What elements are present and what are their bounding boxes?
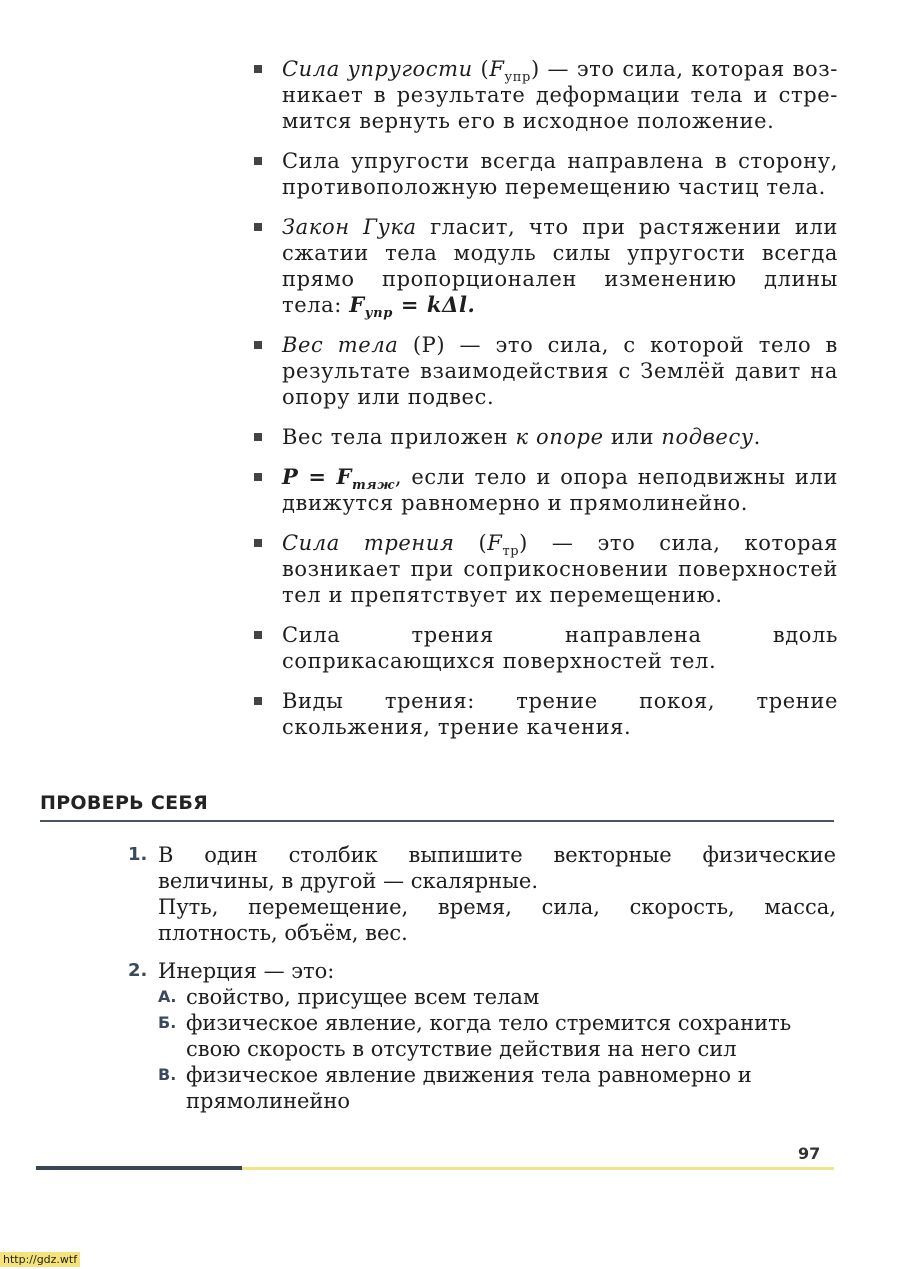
bullet-square-icon (254, 341, 262, 349)
footer-rule-dark (36, 1166, 242, 1170)
bullet-text: Вес тела приложен (282, 425, 509, 449)
bullet-friction-types (248, 688, 838, 740)
page-number: 97 (798, 1144, 821, 1163)
term: Сила упругости (282, 57, 473, 81)
answer-option (158, 1010, 836, 1062)
bullet-text: никает в результате деформации тела и стре- (282, 83, 838, 107)
summary-list (248, 56, 838, 754)
term: Закон Гука (282, 215, 417, 239)
question-text: В один столбик выпишите векторные физические величины, в другой — скалярные. (158, 843, 836, 893)
bullet-square-icon (254, 697, 262, 705)
emphasis: подвесу (661, 425, 754, 449)
questions-list (128, 842, 836, 1126)
option-letter: А. (158, 987, 177, 1006)
emphasis: к опоре (515, 425, 604, 449)
bullet-friction-direction (248, 622, 838, 674)
option-text: физическое явление движения тела равномерно и прямолинейно (186, 1063, 752, 1113)
bullet-square-icon (254, 65, 262, 73)
bullet-text: мится вернуть его в исходное положение. (282, 109, 775, 133)
term: Вес тела (282, 333, 399, 357)
bullet-weight-applied: Вес тела приложен к опоре или подвесу. (248, 424, 838, 450)
bullet-text: — это сила, с которой тело в результате взаимодействия с Землёй давит на опору или подвес. (282, 333, 838, 409)
option-text: свойство, присущее всем телам (186, 985, 540, 1009)
formula: $F_{упр} = k\Delta l$. (349, 292, 476, 322)
bullet-weight (248, 332, 838, 410)
bullet-square-icon (254, 539, 262, 547)
bullet-text: Сила трения направлена вдоль соприкасающихся поверхностей тел. (282, 623, 838, 673)
answer-option (158, 984, 836, 1010)
symbol: (P) (412, 333, 446, 357)
bullet-weight-equals-gravity: $P = F_{тяж}$, если тело и опора неподвижны или движутся равномерно и прямолинейно. (248, 464, 838, 516)
option-text: физическое явление, когда тело стремится сохранить свою скорость в отсутствие действия на него сил (186, 1011, 792, 1061)
question-number: 1. (128, 844, 148, 865)
option-letter: Б. (158, 1013, 177, 1032)
bullet-text: Сила упругости всегда направлена в сторону, противоположную перемещению частиц тела. (282, 149, 838, 199)
bullet-square-icon (254, 157, 262, 165)
bullet-elastic-direction (248, 148, 838, 200)
question-2 (128, 958, 836, 1114)
question-text: Инерция — это: (158, 959, 335, 983)
question-1 (128, 842, 836, 946)
answer-option (158, 1062, 836, 1114)
bullet-text: — это сила, которая возникает при соприкосновении поверхностей тел и препятствует их перемещению. (282, 531, 838, 607)
footer-rule-light (242, 1167, 834, 1170)
bullet-elastic-force: Сила упругости $(F_{упр})$ — это сила, которая воз- никает в результате деформации тела и стре- мится вернуть его в исходное положение. (248, 56, 838, 134)
option-letter: В. (158, 1065, 177, 1084)
bullet-square-icon (254, 433, 262, 441)
bullet-square-icon (254, 631, 262, 639)
question-detail: Путь, перемещение, время, сила, скорость, масса, плотность, объём, вес. (158, 895, 836, 945)
bullet-square-icon (254, 223, 262, 231)
subscript: упр (504, 70, 531, 86)
term: Сила трения (282, 531, 455, 555)
watermark-link[interactable]: http://gdz.wtf (0, 1252, 80, 1267)
symbol: F (487, 531, 503, 555)
symbol: F (489, 57, 505, 81)
bullet-text: если тело и опора неподвижны или движутся равномерно и прямолинейно. (282, 465, 838, 515)
bullet-friction: Сила трения $(F_{тр})$ — это сила, которая возникает при соприкосновении поверхностей тел и препятствует их перемещению. (248, 530, 838, 608)
bullet-hooke-law (248, 214, 838, 322)
answer-options (158, 984, 836, 1114)
question-number: 2. (128, 960, 148, 981)
bullet-text: гласит, что при растяжении или сжатии тела модуль силы упругости всегда прямо пропорционален изменению длины тела: (282, 215, 838, 317)
formula: $P = F_{тяж}$ (282, 464, 395, 494)
subscript: тр (502, 544, 520, 560)
bullet-text: Виды трения: трение покоя, трение скольжения, трение качения. (282, 689, 838, 739)
bullet-text: — это сила, которая воз- (547, 57, 838, 81)
section-title: ПРОВЕРЬ СЕБЯ (40, 792, 834, 822)
bullet-square-icon (254, 473, 262, 481)
